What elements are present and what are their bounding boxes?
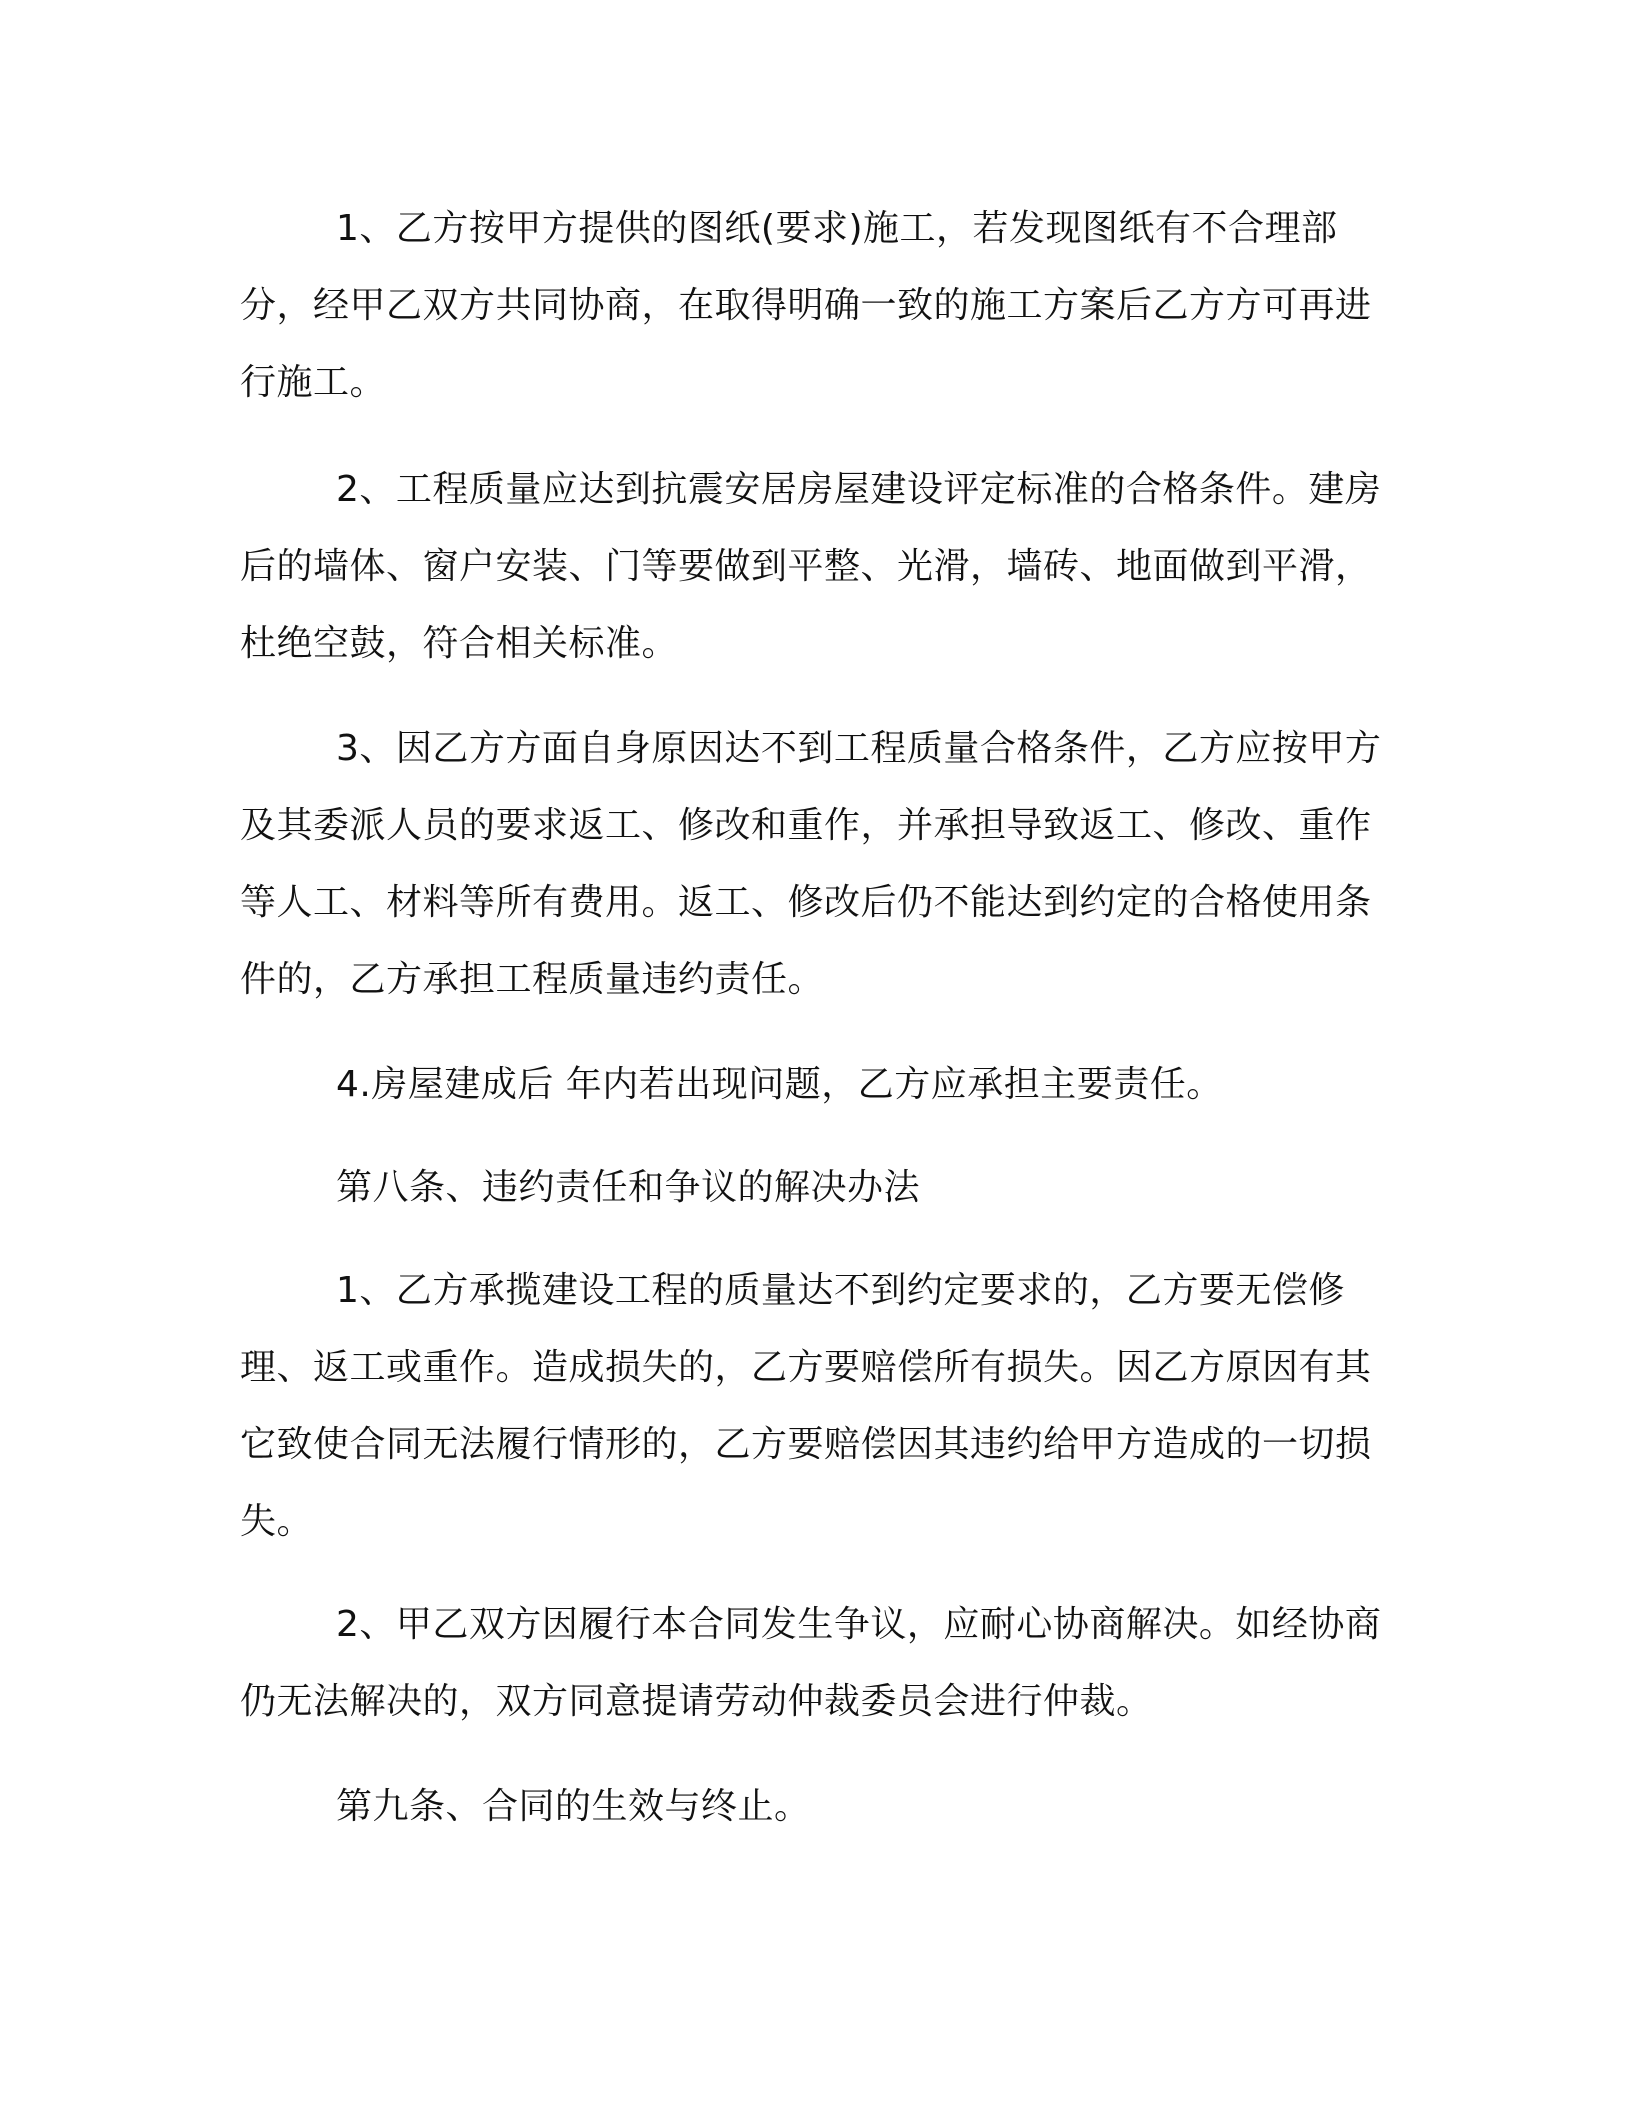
paragraph-clause-7-item-2: 2、工程质量应达到抗震安居房屋建设评定标准的合格条件。建房后的墙体、窗户安装、门等要做到平整、光滑，墙砖、地面做到平滑，杜绝空鼓，符合相关标准。 [240,469,1382,664]
paragraph-clause-7-item-4: 4.房屋建成后 年内若出现问题，乙方应承担主要责任。 [336,1064,1223,1105]
paragraph-clause-8-item-2: 2、甲乙双方因履行本合同发生争议，应耐心协商解决。如经协商仍无法解决的，双方同意提请劳动仲裁委员会进行仲裁。 [240,1604,1382,1722]
paragraph-clause-7-item-3: 3、因乙方方面自身原因达不到工程质量合格条件，乙方应按甲方及其委派人员的要求返工、修改和重作，并承担导致返工、修改、重作等人工、材料等所有费用。返工、修改后仍不能达到约定的合格使用条件的，乙方承担工程质量违约责任。 [240,728,1382,1000]
document-page [240,190,1400,1845]
section-heading-article-9: 第九条、合同的生效与终止。 [336,1786,811,1827]
paragraph-clause-7-item-1: 1、乙方按甲方提供的图纸(要求)施工，若发现图纸有不合理部分，经甲乙双方共同协商，在取得明确一致的施工方案后乙方方可再进行施工。 [240,208,1372,403]
paragraph-clause-8-item-1: 1、乙方承揽建设工程的质量达不到约定要求的，乙方要无偿修理、返工或重作。造成损失的，乙方要赔偿所有损失。因乙方原因有其它致使合同无法履行情形的，乙方要赔偿因其违约给甲方造成的一切损失。 [240,1270,1372,1542]
section-heading-article-8: 第八条、违约责任和争议的解决办法 [336,1167,921,1208]
